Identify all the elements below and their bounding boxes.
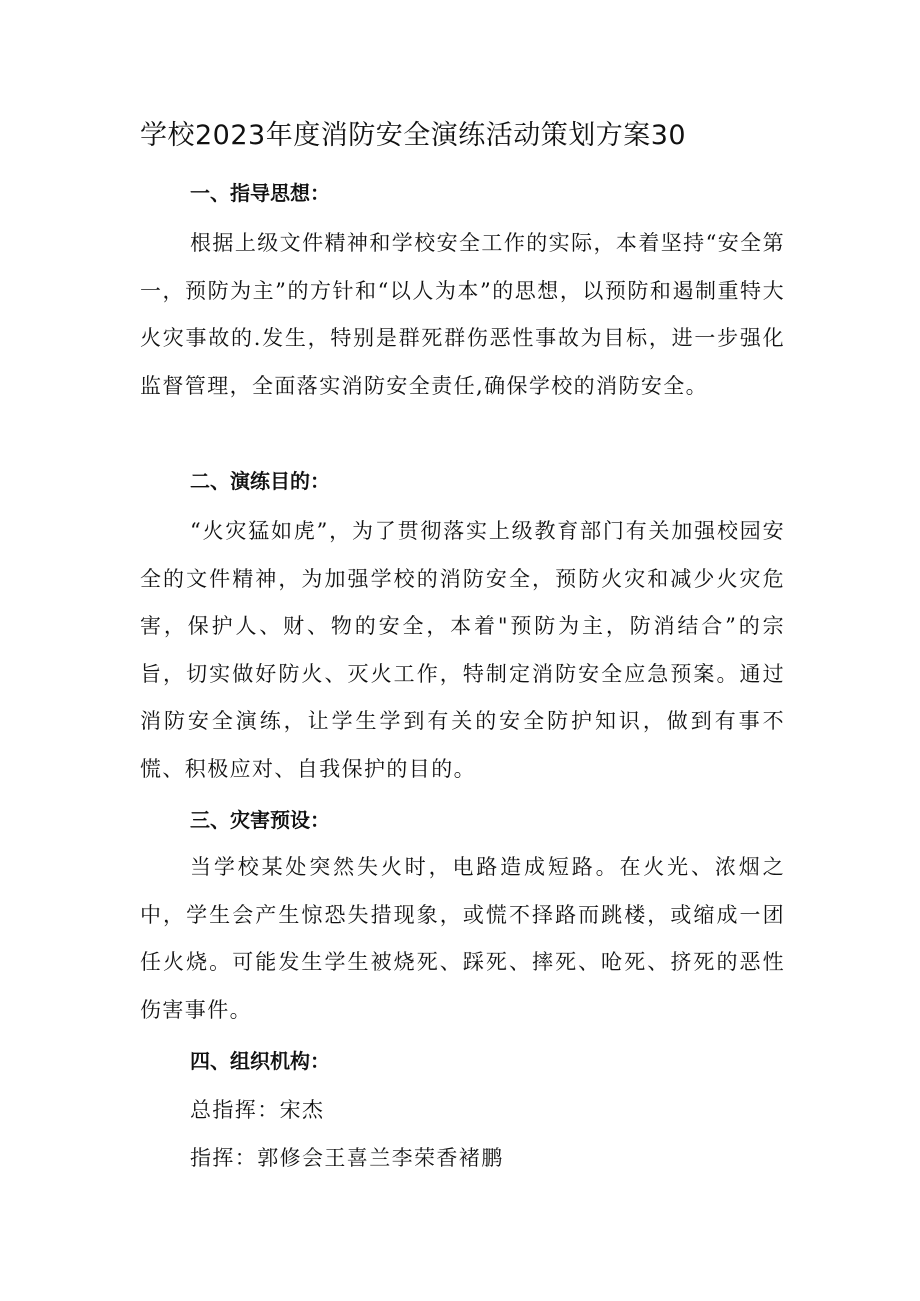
- section-heading-organization: 四、组织机构：: [190, 1049, 330, 1073]
- section-heading-drill-purpose: 二、演练目的：: [190, 469, 330, 493]
- section-heading-guiding-ideology: 一、指导思想：: [190, 181, 330, 205]
- directors-line: 指挥：郭修会王喜兰李荣香褚鹏: [190, 1146, 504, 1170]
- section-body-disaster-scenario: 当学校某处突然失火时，电路造成短路。在火光、浓烟之中，学生会产生惊恐失措现象，或慌不择路而跳楼，或缩成一团任火烧。可能发生学生被烧死、踩死、摔死、呛死、挤死的恶性伤害事件。: [140, 855, 785, 1022]
- section-heading-disaster-scenario: 三、灾害预设：: [190, 808, 330, 832]
- document-title: 学校2023年度消防安全演练活动策划方案30: [140, 120, 687, 151]
- section-body-guiding-ideology: 根据上级文件精神和学校安全工作的实际，本着坚持“安全第一，预防为主”的方针和“以人为本”的思想，以预防和遏制重特大火灾事故的.发生，特别是群死群伤恶性事故为目标，进一步强化监督管理，全面落实消防安全责任,确保学校的消防安全。: [140, 231, 785, 398]
- commander-line: 总指挥：宋杰: [190, 1098, 325, 1122]
- section-body-drill-purpose: “火灾猛如虎”，为了贯彻落实上级教育部门有关加强校园安全的文件精神，为加强学校的消防安全，预防火灾和减少火灾危害，保护人、财、物的安全，本着"预防为主，防消结合”的宗旨，切实做好防火、灭火工作，特制定消防安全应急预案。通过消防安全演练，让学生学到有关的安全防护知识，做到有事不慌、积极应对、自我保护的目的。: [140, 519, 785, 781]
